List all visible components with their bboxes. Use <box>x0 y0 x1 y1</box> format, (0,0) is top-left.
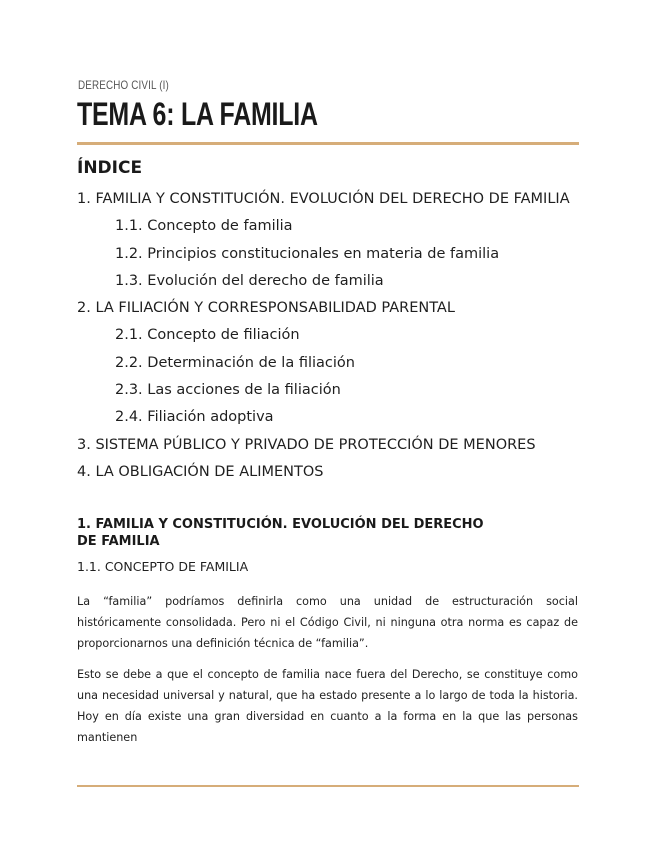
toc-subitem: 1.1. Concepto de familia <box>115 218 293 235</box>
page-title: TEMA 6: LA FAMILIA <box>77 96 318 132</box>
subsection-heading: 1.1. CONCEPTO DE FAMILIA <box>77 559 249 574</box>
footer-divider <box>77 785 579 787</box>
body-paragraph: La “familia” podríamos definirla como una unidad de estructuración social históricamente consolidada. Pero ni el Código Civil, ni ninguna otra norma es capaz de proporcionarnos una definición técnica de “familia”. <box>77 595 578 650</box>
table-of-contents <box>77 188 597 488</box>
toc-item: 1. FAMILIA Y CONSTITUCIÓN. EVOLUCIÓN DEL DERECHO DE FAMILIA <box>77 191 570 207</box>
toc-subitem: 2.1. Concepto de filiación <box>115 327 300 344</box>
course-label: DERECHO CIVIL (I) <box>78 78 169 92</box>
toc-subitem: 2.2. Determinación de la filiación <box>115 354 355 371</box>
toc-subitem: 1.2. Principios constitucionales en materia de familia <box>115 245 500 262</box>
toc-item: 3. SISTEMA PÚBLICO Y PRIVADO DE PROTECCIÓN DE MENORES <box>77 436 536 453</box>
toc-subitem: 1.3. Evolución del derecho de familia <box>115 272 384 289</box>
toc-item: 2. LA FILIACIÓN Y CORRESPONSABILIDAD PARENTAL <box>77 300 455 317</box>
index-heading: ÍNDICE <box>77 158 143 178</box>
section-heading: 1. FAMILIA Y CONSTITUCIÓN. EVOLUCIÓN DEL DERECHO DE FAMILIA <box>77 517 484 549</box>
toc-item: 4. LA OBLIGACIÓN DE ALIMENTOS <box>77 463 324 480</box>
toc-subitem: 2.3. Las acciones de la filiación <box>115 382 341 399</box>
body-paragraph: Esto se debe a que el concepto de familia nace fuera del Derecho, se constituye como una necesidad universal y natural, que ha estado presente a lo largo de toda la historia. Hoy en día existe una gran diversidad en cuanto a la forma en la que las personas mantienen <box>77 668 578 744</box>
title-divider <box>77 142 579 145</box>
toc-subitem: 2.4. Filiación adoptiva <box>115 409 274 426</box>
